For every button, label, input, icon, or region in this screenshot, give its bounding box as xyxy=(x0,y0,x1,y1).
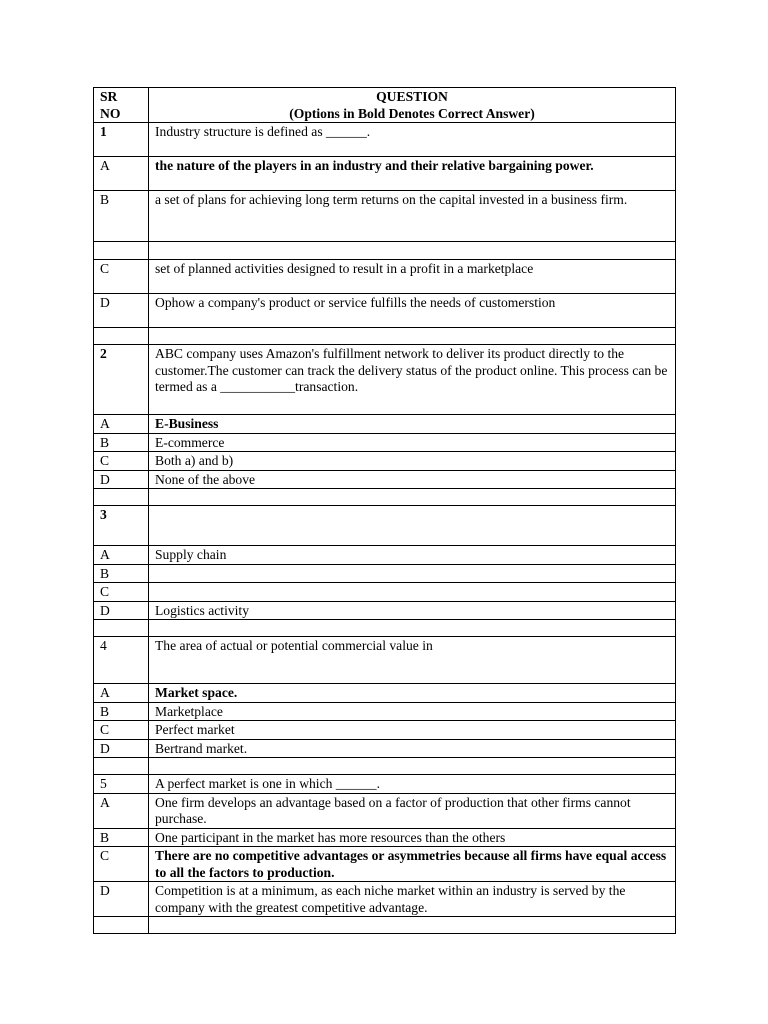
table-row xyxy=(94,917,676,934)
table-row xyxy=(94,260,676,294)
sr-no-cell: A xyxy=(94,415,149,434)
question-cell: set of planned activities designed to result in a profit in a marketplace xyxy=(149,260,676,294)
table-row xyxy=(94,721,676,740)
table-row xyxy=(94,157,676,191)
table-row xyxy=(94,847,676,882)
sr-no-cell xyxy=(94,758,149,775)
question-cell: One firm develops an advantage based on a factor of production that other firms cannot purchase. xyxy=(149,793,676,828)
table-row xyxy=(94,470,676,489)
question-cell: Both a) and b) xyxy=(149,452,676,471)
table-row xyxy=(94,242,676,260)
sr-no-cell: D xyxy=(94,882,149,917)
table-row xyxy=(94,583,676,602)
table-row xyxy=(94,294,676,328)
table-row xyxy=(94,828,676,847)
table-row xyxy=(94,684,676,703)
table-row xyxy=(94,345,676,415)
question-cell xyxy=(149,489,676,506)
sr-no-cell: B xyxy=(94,191,149,242)
table-row xyxy=(94,506,676,546)
sr-no-cell: A xyxy=(94,546,149,565)
table-row xyxy=(94,328,676,345)
question-cell: A perfect market is one in which ______. xyxy=(149,775,676,794)
table-row xyxy=(94,702,676,721)
table-row xyxy=(94,452,676,471)
question-cell xyxy=(149,758,676,775)
table-body xyxy=(94,123,676,934)
question-cell: a set of plans for achieving long term returns on the capital invested in a business firm. xyxy=(149,191,676,242)
sr-no-cell: C xyxy=(94,583,149,602)
question-cell: There are no competitive advantages or asymmetries because all firms have equal access to all the factors to production. xyxy=(149,847,676,882)
sr-no-cell: C xyxy=(94,847,149,882)
table-header-row xyxy=(94,88,676,123)
sr-no-cell: 5 xyxy=(94,775,149,794)
table-row xyxy=(94,191,676,242)
question-cell: Industry structure is defined as ______. xyxy=(149,123,676,157)
question-table xyxy=(93,87,676,934)
table-row xyxy=(94,123,676,157)
table-row xyxy=(94,601,676,620)
sr-no-cell: C xyxy=(94,452,149,471)
sr-no-cell xyxy=(94,242,149,260)
question-cell xyxy=(149,583,676,602)
question-cell xyxy=(149,917,676,934)
sr-no-cell: A xyxy=(94,157,149,191)
question-cell xyxy=(149,506,676,546)
table-row xyxy=(94,637,676,684)
sr-no-cell xyxy=(94,328,149,345)
sr-no-cell: C xyxy=(94,260,149,294)
table-row xyxy=(94,564,676,583)
question-cell: E-commerce xyxy=(149,433,676,452)
question-cell: Competition is at a minimum, as each niche market within an industry is served by the company with the greatest competitive advantage. xyxy=(149,882,676,917)
sr-no-cell xyxy=(94,620,149,637)
sr-no-cell: B xyxy=(94,702,149,721)
sr-no-cell: 2 xyxy=(94,345,149,415)
sr-no-cell xyxy=(94,917,149,934)
sr-no-cell: D xyxy=(94,294,149,328)
table-row xyxy=(94,415,676,434)
table-row xyxy=(94,489,676,506)
question-cell xyxy=(149,564,676,583)
question-header: QUESTION (Options in Bold Denotes Correct Answer) xyxy=(149,88,676,123)
document-page xyxy=(93,87,675,934)
question-cell: Bertrand market. xyxy=(149,739,676,758)
table-row xyxy=(94,433,676,452)
question-cell xyxy=(149,620,676,637)
sr-no-cell: B xyxy=(94,828,149,847)
question-cell: Logistics activity xyxy=(149,601,676,620)
question-cell: The area of actual or potential commercial value in xyxy=(149,637,676,684)
table-row xyxy=(94,620,676,637)
question-cell: Market space. xyxy=(149,684,676,703)
table-row xyxy=(94,882,676,917)
question-cell xyxy=(149,328,676,345)
question-cell: Supply chain xyxy=(149,546,676,565)
table-row xyxy=(94,775,676,794)
table-row xyxy=(94,758,676,775)
sr-no-cell: D xyxy=(94,601,149,620)
question-cell: Marketplace xyxy=(149,702,676,721)
question-cell: None of the above xyxy=(149,470,676,489)
sr-no-cell: 3 xyxy=(94,506,149,546)
question-cell xyxy=(149,242,676,260)
sr-no-cell: C xyxy=(94,721,149,740)
sr-no-cell: D xyxy=(94,739,149,758)
table-row xyxy=(94,739,676,758)
sr-no-header: SR NO xyxy=(94,88,149,123)
sr-no-cell: D xyxy=(94,470,149,489)
question-cell: One participant in the market has more resources than the others xyxy=(149,828,676,847)
question-cell: ABC company uses Amazon's fulfillment network to deliver its product directly to the customer.The customer can track the delivery status of the product online. This process can be termed as a ___________transaction. xyxy=(149,345,676,415)
sr-no-cell: B xyxy=(94,564,149,583)
question-cell: Ophow a company's product or service fulfills the needs of customerstion xyxy=(149,294,676,328)
sr-no-cell: B xyxy=(94,433,149,452)
sr-no-cell: 1 xyxy=(94,123,149,157)
question-cell: Perfect market xyxy=(149,721,676,740)
question-cell: E-Business xyxy=(149,415,676,434)
sr-no-cell xyxy=(94,489,149,506)
table-row xyxy=(94,793,676,828)
sr-no-cell: A xyxy=(94,684,149,703)
table-row xyxy=(94,546,676,565)
question-cell: the nature of the players in an industry and their relative bargaining power. xyxy=(149,157,676,191)
sr-no-cell: 4 xyxy=(94,637,149,684)
sr-no-cell: A xyxy=(94,793,149,828)
